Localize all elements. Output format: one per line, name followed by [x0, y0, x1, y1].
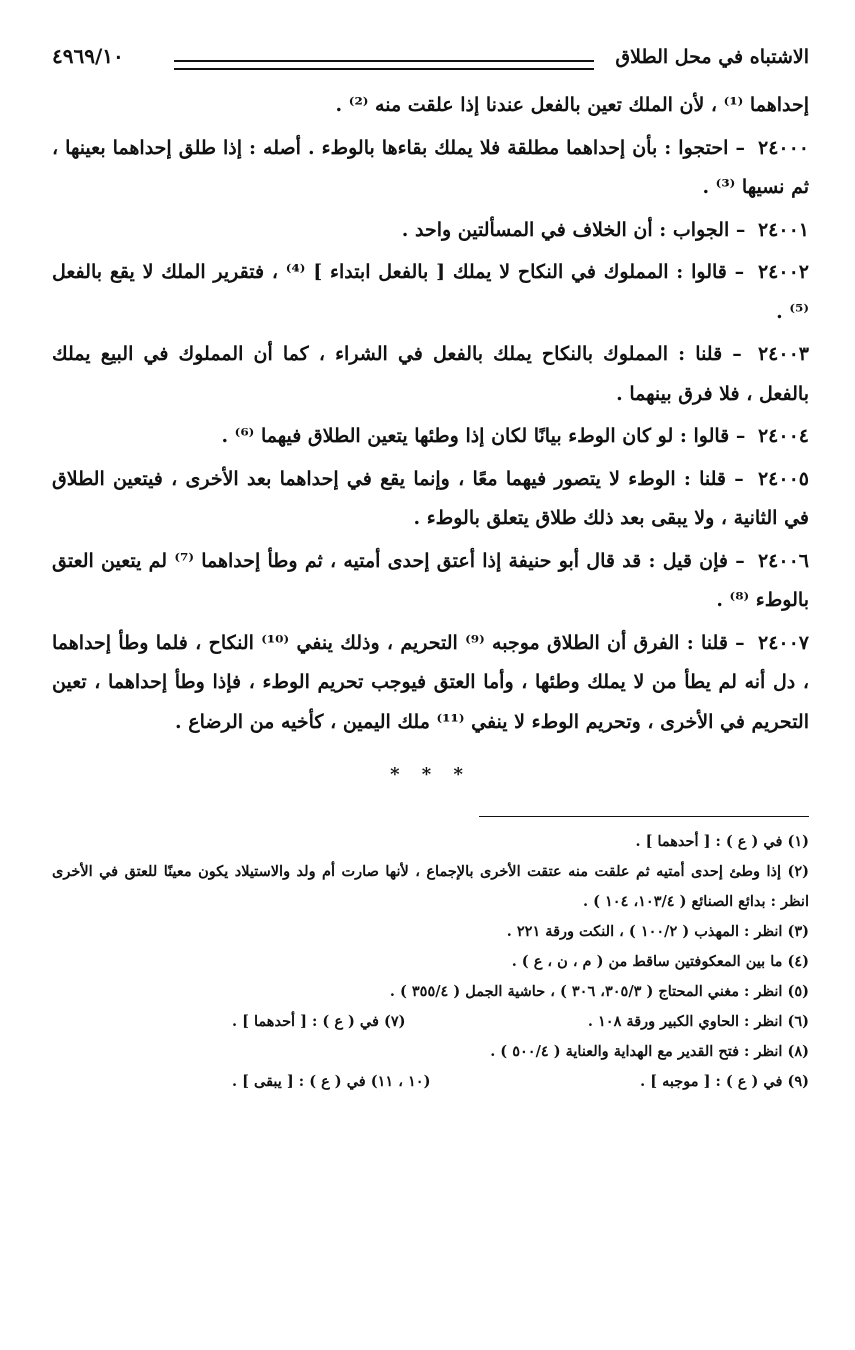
paragraph-text: – قلنا : الفرق أن الطلاق موجبه ⁽⁹⁾ التحريم ، وذلك ينفي ⁽¹⁰⁾ النكاح ، فلما وطأ إحداهما ، دل أنه لم يطأ من لا يملك وطئها ، وأما العتق فيوجب تحريم الوطء ، فإذا وطأ إحداهما ، تعين التحريم في الأخرى ، وتحريم الوطء لا ينفي ⁽¹¹⁾ ملك اليمين ، كأخيه من الرضاع .: [52, 631, 809, 733]
paragraph: [52, 624, 809, 743]
footnote: (٣) انظر : المهذب ( ١٠٠/٢ ) ، النكت ورقة ٢٢١ .: [506, 923, 809, 940]
paragraph: [52, 417, 809, 457]
section-separator: * * *: [390, 764, 471, 785]
paragraph-text: – فإن قيل : قد قال أبو حنيفة إذا أعتق إحدى أمتيه ، ثم وطأ إحداهما ⁽⁷⁾ لم يتعين العتق بالوطء ⁽⁸⁾ .: [52, 549, 809, 611]
footnote-rule: [479, 816, 809, 817]
paragraph: [52, 542, 809, 621]
paragraph: [52, 253, 809, 332]
footnote: (٩) في ( ع ) : [ موجبه ] .: [640, 1073, 809, 1090]
paragraph-number: ٢٤٠٠٣: [757, 343, 809, 365]
footnote: (٧) في ( ع ) : [ أحدهما ] .: [232, 1013, 406, 1030]
paragraph-number: ٢٤٠٠٧: [757, 631, 810, 654]
footnote: (٦) انظر : الحاوي الكبير ورقة ١٠٨ .: [587, 1013, 809, 1030]
footnote: (٤) ما بين المعكوفتين ساقط من ( م ، ن ، ع ) .: [511, 953, 809, 970]
paragraph-text: – قالوا : المملوك في النكاح لا يملك [ بالفعل ابتداء ] ⁽⁴⁾ ، فتقرير الملك لا يقع بالفعل ⁽⁵⁾ .: [52, 261, 809, 323]
paragraph-text: – قالوا : لو كان الوطء بيانًا لكان إذا وطئها يتعين الطلاق فيهما ⁽⁶⁾ .: [221, 425, 746, 447]
footnote: (٢) إذا وطئ إحدى أمتيه ثم علقت منه عتقت الأخرى بالإجماع ، لأنها صارت أم ولد والاستيلاد يكون معينًا للعتق في الأخرى انظر : بدائع الصنائع ( ١٠٣/٤، ١٠٤ ) .: [52, 863, 809, 910]
footnotes: [52, 827, 809, 1097]
paragraph-text: – قلنا : المملوك بالنكاح يملك بالفعل في الشراء ، كما أن المملوك في البيع يملك بالفعل ، فلا فرق بينهما .: [52, 343, 809, 405]
paragraph-text: إحداهما ⁽¹⁾ ، لأن الملك تعين بالفعل عندنا إذا علقت منه ⁽²⁾ .: [335, 94, 809, 116]
footnote-row: [52, 1007, 809, 1037]
paragraph: [52, 335, 809, 414]
main-text: [52, 86, 809, 742]
paragraph-number: ٢٤٠٠٤: [757, 425, 809, 447]
header-title: الاشتباه في محل الطلاق: [615, 46, 809, 68]
paragraph-number: ٢٤٠٠٢: [757, 261, 809, 283]
paragraph-text: – قلنا : الوطء لا يتصور فيهما معًا ، وإنما يقع في إحداهما بعد الأخرى ، فيتعين الطلاق في الثانية ، ولا يبقى بعد ذلك طلاق يتعلق بالوطء .: [52, 467, 809, 529]
paragraph: [52, 129, 809, 208]
footnote-row: [52, 1067, 809, 1097]
paragraph-text: – احتجوا : بأن إحداهما مطلقة فلا يملك بقاءها بالوطء . أصله : إذا طلق إحداهما بعينها ، ثم نسيها ⁽³⁾ .: [52, 136, 809, 198]
paragraph-number: ٢٤٠٠٠: [757, 136, 810, 159]
running-header: [52, 38, 809, 86]
paragraph: [52, 86, 809, 126]
paragraph-number: ٢٤٠٠١: [757, 218, 809, 241]
header-double-rule: [174, 60, 594, 70]
paragraph: [52, 460, 809, 539]
footnote: (١) في ( ع ) : [ أحدهما ] .: [635, 833, 809, 850]
paragraph-number: ٢٤٠٠٦: [757, 549, 809, 572]
book-page: [52, 38, 809, 1350]
header-page-ref: ٤٩٦٩/١٠: [52, 44, 124, 68]
paragraph-number: ٢٤٠٠٥: [757, 467, 809, 490]
paragraph-text: – الجواب : أن الخلاف في المسألتين واحد .: [401, 218, 746, 241]
footnote: (٥) انظر : مغني المحتاج ( ٣٠٥/٣، ٣٠٦ ) ، حاشية الجمل ( ٣٥٥/٤ ) .: [389, 983, 809, 1000]
footnote: (٨) انظر : فتح القدير مع الهداية والعناية ( ٥٠٠/٤ ) .: [490, 1043, 809, 1060]
footnote: (١٠ ، ١١) في ( ع ) : [ يبقى ] .: [232, 1073, 431, 1090]
paragraph: [52, 211, 809, 251]
